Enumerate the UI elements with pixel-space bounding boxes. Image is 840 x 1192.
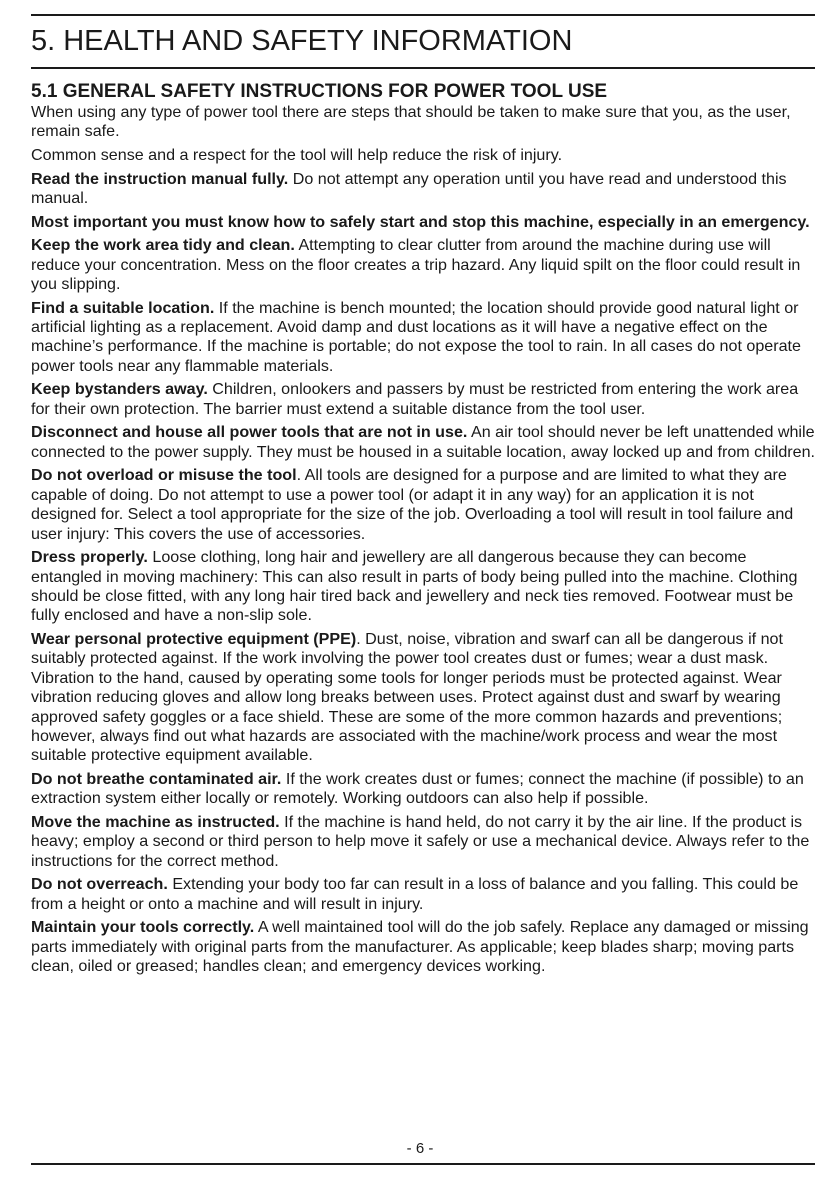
- paragraph: [31, 548, 821, 626]
- paragraph-text: When using any type of power tool there are steps that should be taken to make sure that you, as the user, remain safe.: [31, 103, 791, 141]
- paragraph-text: If the machine is hand held, do not carry it by the air line. If the product is heavy; employ a second or third person to help move it safely or use a mechanical device. Always refer to the instructions for the correct method.: [31, 813, 810, 870]
- paragraph-text: Children, onlookers and passers by must be restricted from entering the work area for their own protection. The barrier must extend a suitable distance from the tool user.: [31, 380, 799, 418]
- section-title: 5. HEALTH AND SAFETY INFORMATION: [31, 25, 573, 57]
- paragraph-heading: Maintain your tools correctly.: [31, 918, 255, 937]
- paragraph: [31, 875, 821, 914]
- paragraph-text: If the work creates dust or fumes; connect the machine (if possible) to an extraction system either locally or remotely. Working outdoors can also help if possible.: [31, 770, 804, 808]
- paragraph-heading: Most important you must know how to safely start and stop this machine, especially in an emergency.: [31, 212, 810, 231]
- paragraph: [31, 813, 821, 871]
- paragraph: [31, 630, 821, 766]
- paragraph-text: If the machine is bench mounted; the location should provide good natural light or artificial lighting as a replacement. Avoid damp and dust locations as it will have a negative effect on the machine’s performance. If the machine is portable; do not expose the tool to rain. In all cases do not operate power tools near any flammable materials.: [31, 298, 801, 375]
- paragraph-text: Attempting to clear clutter from around the machine during use will reduce your concentration. Mess on the floor creates a trip hazard. Any liquid spilt on the floor could result in you slipping.: [31, 236, 801, 293]
- paragraph-text: An air tool should never be left unattended while connected to the power supply. They must be housed in a suitable location, away locked up and from children.: [31, 423, 815, 461]
- paragraph-text: . Dust, noise, vibration and swarf can all be dangerous if not suitably protected against. If the work involving the power tool creates dust or fumes; wear a dust mask. Vibration to the hand, caused by operating some tools for longer periods must be protected against. Wear vibration reducing gloves and allow long breaks between uses. Protect against dust and swarf by wearing approved safety goggles or a face shield. These are some of the more common hazards and preventions; however, always find out what hazards are associated with the machine/work process and wear the most suitable protective equipment available.: [31, 630, 783, 765]
- paragraph-text: Do not attempt any operation until you have read and understood this manual.: [31, 169, 787, 207]
- paragraph-heading: Wear personal protective equipment (PPE): [31, 630, 357, 649]
- paragraph-heading: Do not breathe contaminated air.: [31, 770, 282, 789]
- section-divider: [31, 67, 815, 69]
- paragraph-heading: Dress properly.: [31, 548, 148, 567]
- top-rule: [31, 14, 815, 16]
- paragraph-text: . All tools are designed for a purpose and are limited to what they are capable of doing. Do not attempt to use a power tool (or adapt it in any way) for an application it is not designed for. Select a tool appropriate for the size of the job. Overloading a tool will result in tool failure and user injury: This covers the use of accessories.: [31, 466, 794, 543]
- paragraph: [31, 146, 821, 165]
- paragraph: [31, 380, 821, 419]
- paragraph: [31, 918, 821, 976]
- subsection-title: 5.1 GENERAL SAFETY INSTRUCTIONS FOR POWER TOOL USE: [31, 81, 608, 102]
- paragraph: [31, 213, 821, 232]
- paragraph-heading: Read the instruction manual fully.: [31, 169, 289, 188]
- paragraph: [31, 770, 821, 809]
- paragraph: [31, 299, 821, 377]
- paragraph: [31, 103, 821, 142]
- paragraph-heading: Find a suitable location.: [31, 298, 215, 317]
- paragraph-text: Common sense and a respect for the tool will help reduce the risk of injury.: [31, 146, 563, 164]
- paragraph-heading: Move the machine as instructed.: [31, 813, 280, 832]
- paragraph-heading: Do not overreach.: [31, 875, 168, 894]
- footer-rule: [31, 1163, 815, 1165]
- paragraph: [31, 423, 821, 462]
- paragraph-heading: Keep bystanders away.: [31, 380, 208, 399]
- paragraph-heading: Disconnect and house all power tools that are not in use.: [31, 423, 468, 442]
- paragraph-heading: Keep the work area tidy and clean.: [31, 236, 295, 255]
- page-number: - 6 -: [406, 1140, 434, 1157]
- paragraph-text: Loose clothing, long hair and jewellery are all dangerous because they can become entangled in moving machinery: This can also result in parts of body being pulled into the machine. Clothing should be close fitted, with any long hair tired back and jewellery and neck ties removed. Footwear must be fully enclosed and have a non-slip sole.: [31, 548, 798, 625]
- paragraph-text: Extending your body too far can result in a loss of balance and you falling. This could be from a height or onto a machine and will result in injury.: [31, 875, 799, 913]
- paragraph: [31, 236, 821, 294]
- paragraph: [31, 170, 821, 209]
- paragraph-text: A well maintained tool will do the job safely. Replace any damaged or missing parts immediately with original parts from the manufacturer. As applicable; keep blades sharp; moving parts clean, oiled or greased; handles clean; and emergency devices working.: [31, 918, 809, 976]
- safety-instructions-body: [31, 103, 821, 981]
- paragraph-heading: Do not overload or misuse the tool: [31, 466, 297, 485]
- paragraph: [31, 466, 821, 544]
